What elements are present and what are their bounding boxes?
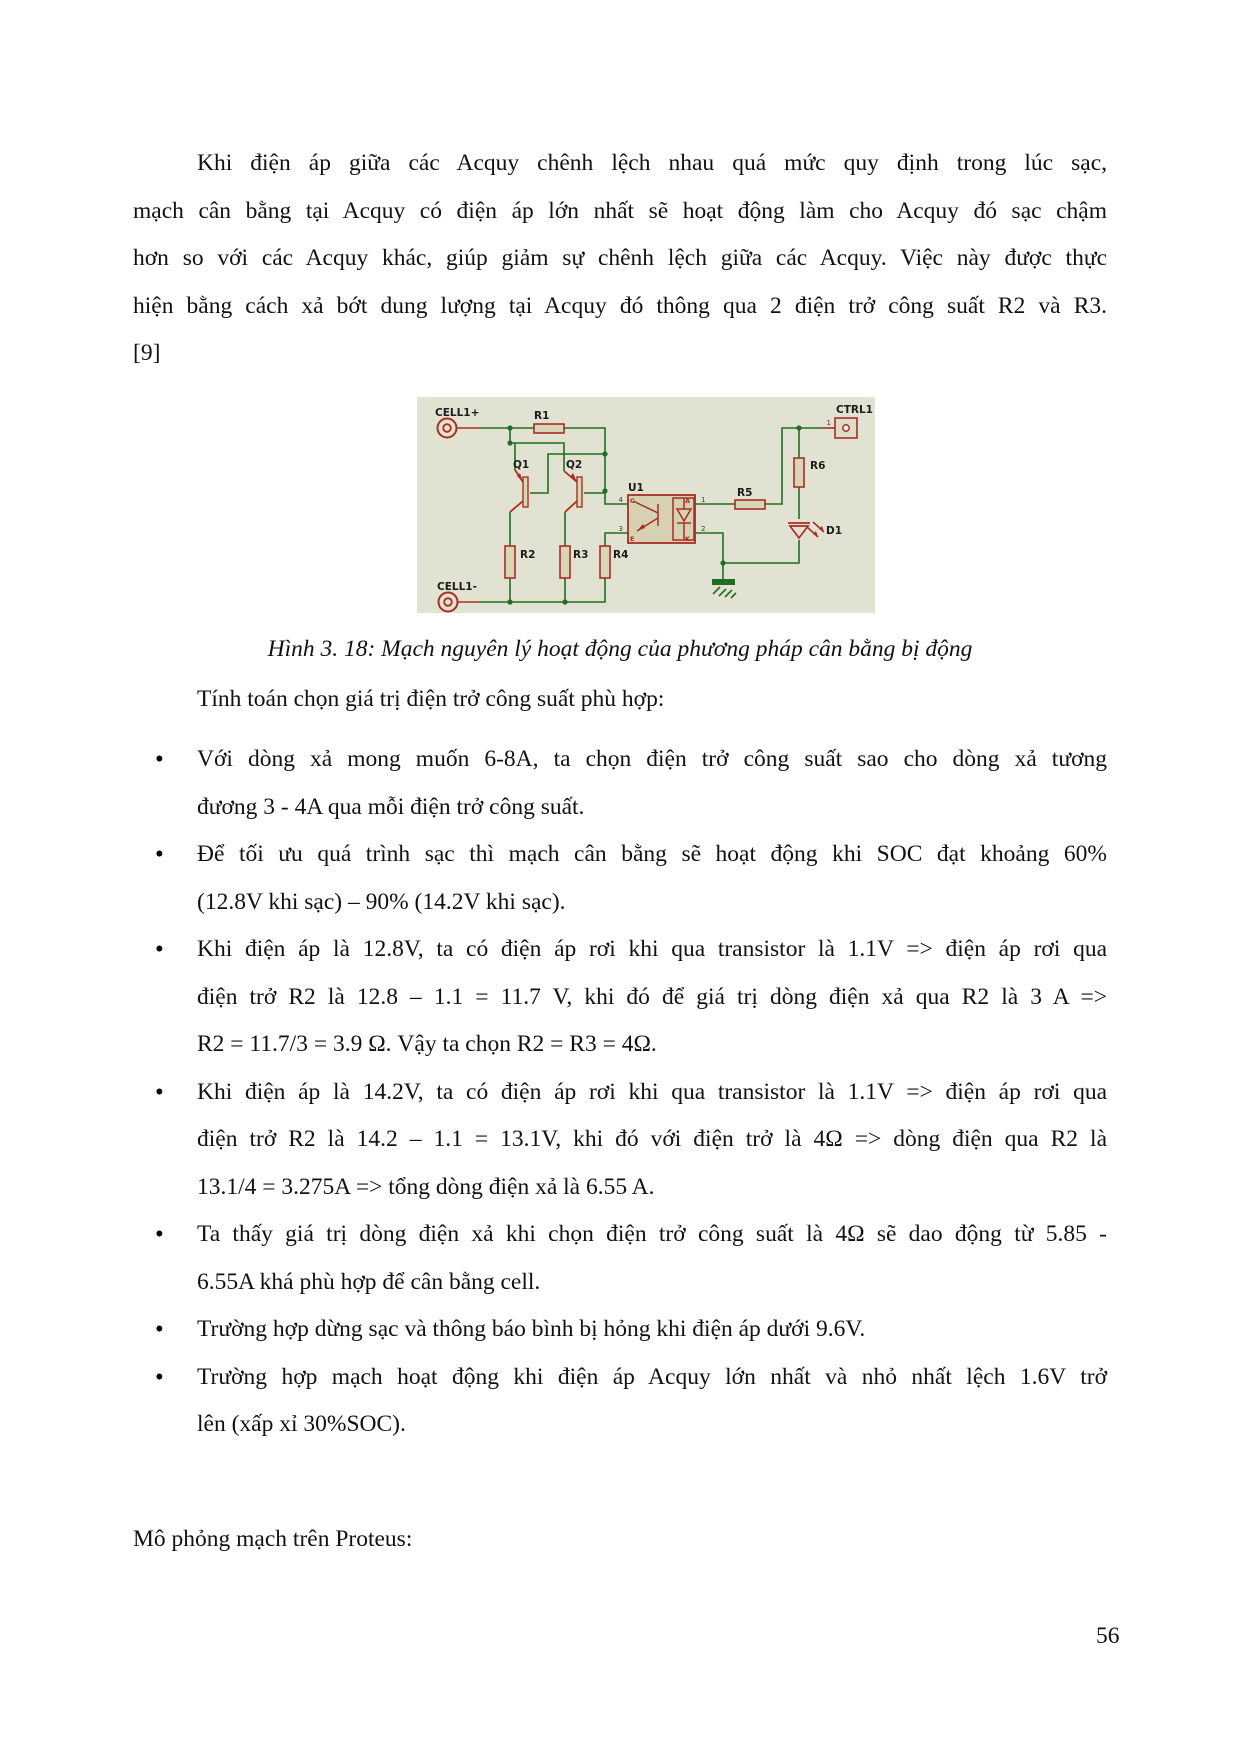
calc-intro-line: Tính toán chọn giá trị điện trở công suất phù hợp: [197, 686, 665, 712]
opto-letter-e: E [630, 535, 635, 543]
label-u1: U1 [628, 482, 644, 494]
bullet-line: Trường hợp mạch hoạt động khi điện áp Acquy lớn nhất và nhỏ nhất lệch 1.6V trở [197, 1363, 1107, 1390]
resistor-r3 [560, 546, 570, 578]
opto-letter-k: K [685, 535, 691, 543]
bullet-line: đương 3 - 4A qua mỗi điện trở công suất. [197, 793, 585, 820]
label-r6: R6 [810, 460, 826, 472]
pin-number-3: 3 [618, 525, 623, 533]
opto-letter-a: A [685, 497, 691, 505]
closing-line: Mô phỏng mạch trên Proteus: [133, 1526, 413, 1552]
bullet-marker: • [155, 936, 164, 963]
intro-paragraph [133, 140, 1107, 378]
resistor-r5 [735, 500, 765, 509]
optocoupler-u1 [628, 495, 695, 543]
label-r2: R2 [520, 549, 536, 561]
bullet-line: Khi điện áp là 14.2V, ta có điện áp rơi khi qua transistor là 1.1V => điện áp rơi qua [197, 1078, 1107, 1105]
label-r5: R5 [737, 487, 753, 499]
bullet-line: Ta thấy giá trị dòng điện xả khi chọn điện trở công suất là 4Ω sẽ dao động từ 5.85 - [197, 1221, 1107, 1247]
bullet-line: (12.8V khi sạc) – 90% (14.2V khi sạc). [197, 888, 566, 915]
list-item [155, 1306, 1107, 1354]
bullet-marker: • [155, 1316, 164, 1343]
bullet-line: điện trở R2 là 12.8 – 1.1 = 11.7 V, khi đó để giá trị dòng điện xả qua R2 là 3 A => [197, 983, 1107, 1010]
resistor-r4 [600, 546, 610, 578]
bullet-line: Với dòng xả mong muốn 6-8A, ta chọn điện trở công suất sao cho dòng xả tương [197, 746, 1107, 772]
resistor-r1 [534, 424, 564, 433]
bullet-line: Trường hợp dừng sạc và thông báo bình bị hỏng khi điện áp dưới 9.6V. [197, 1316, 866, 1342]
pin-number-4: 4 [618, 496, 623, 504]
bullet-list [155, 736, 1107, 1449]
label-r1: R1 [534, 410, 550, 422]
label-q1: Q1 [513, 459, 530, 471]
bullet-line: 13.1/4 = 3.275A => tổng dòng điện xả là 6.55 A. [197, 1173, 655, 1200]
list-item [155, 1354, 1107, 1449]
bullet-line: Để tối ưu quá trình sạc thì mạch cân bằng sẽ hoạt động khi SOC đạt khoảng 60% [197, 841, 1107, 867]
bullet-marker: • [155, 1363, 164, 1391]
label-d1: D1 [826, 525, 843, 537]
page-number: 56 [1096, 1623, 1120, 1649]
label-cell1-minus: CELL1- [437, 581, 477, 593]
resistor-r2 [505, 546, 515, 578]
list-item [155, 1211, 1107, 1306]
bullet-marker: • [155, 841, 164, 868]
paragraph-line: mạch cân bằng tại Acquy có điện áp lớn nhất sẽ hoạt động làm cho Acquy đó sạc chậm [133, 197, 1107, 224]
bullet-marker: • [155, 1221, 164, 1248]
label-cell1-plus: CELL1+ [435, 407, 480, 419]
pin-number-ctrl1: 1 [826, 419, 831, 427]
pin-number-2: 2 [701, 525, 706, 533]
bullet-line: R2 = 11.7/3 = 3.9 Ω. Vậy ta chọn R2 = R3 = 4Ω. [197, 1031, 657, 1057]
bullet-marker: • [155, 1078, 164, 1106]
list-item [155, 736, 1107, 831]
circuit-schematic-figure [417, 397, 875, 613]
figure-caption: Hình 3. 18: Mạch nguyên lý hoạt động của phương pháp cân bằng bị động [267, 636, 973, 662]
paragraph-line: hiện bằng cách xả bớt dung lượng tại Acquy đó thông qua 2 điện trở công suất R2 và R3. [133, 292, 1107, 319]
pin-number-1: 1 [701, 496, 706, 504]
passive-balancing-schematic [417, 397, 875, 613]
label-r3: R3 [573, 549, 589, 561]
list-item [155, 831, 1107, 926]
bullet-line: Khi điện áp là 12.8V, ta có điện áp rơi khi qua transistor là 1.1V => điện áp rơi qua [197, 936, 1107, 962]
citation-marker: [9] [133, 340, 161, 366]
label-ctrl1: CTRL1 [836, 404, 873, 416]
list-item [155, 1069, 1107, 1212]
label-r4: R4 [613, 549, 629, 561]
bullet-line: lên (xấp xỉ 30%SOC). [197, 1411, 406, 1437]
opto-letter-c: C [630, 497, 635, 505]
list-item [155, 926, 1107, 1069]
paragraph-line: Khi điện áp giữa các Acquy chênh lệch nhau quá mức quy định trong lúc sạc, [197, 150, 1107, 176]
bullet-marker: • [155, 746, 164, 773]
resistor-r6 [794, 458, 804, 487]
bullet-line: 6.55A khá phù hợp để cân bằng cell. [197, 1268, 541, 1295]
bullet-line: điện trở R2 là 14.2 – 1.1 = 13.1V, khi đó với điện trở là 4Ω => dòng điện qua R2 là [197, 1126, 1107, 1152]
paragraph-line: hơn so với các Acquy khác, giúp giảm sự chênh lệch giữa các Acquy. Việc này được thực [133, 245, 1107, 271]
label-q2: Q2 [566, 459, 583, 471]
